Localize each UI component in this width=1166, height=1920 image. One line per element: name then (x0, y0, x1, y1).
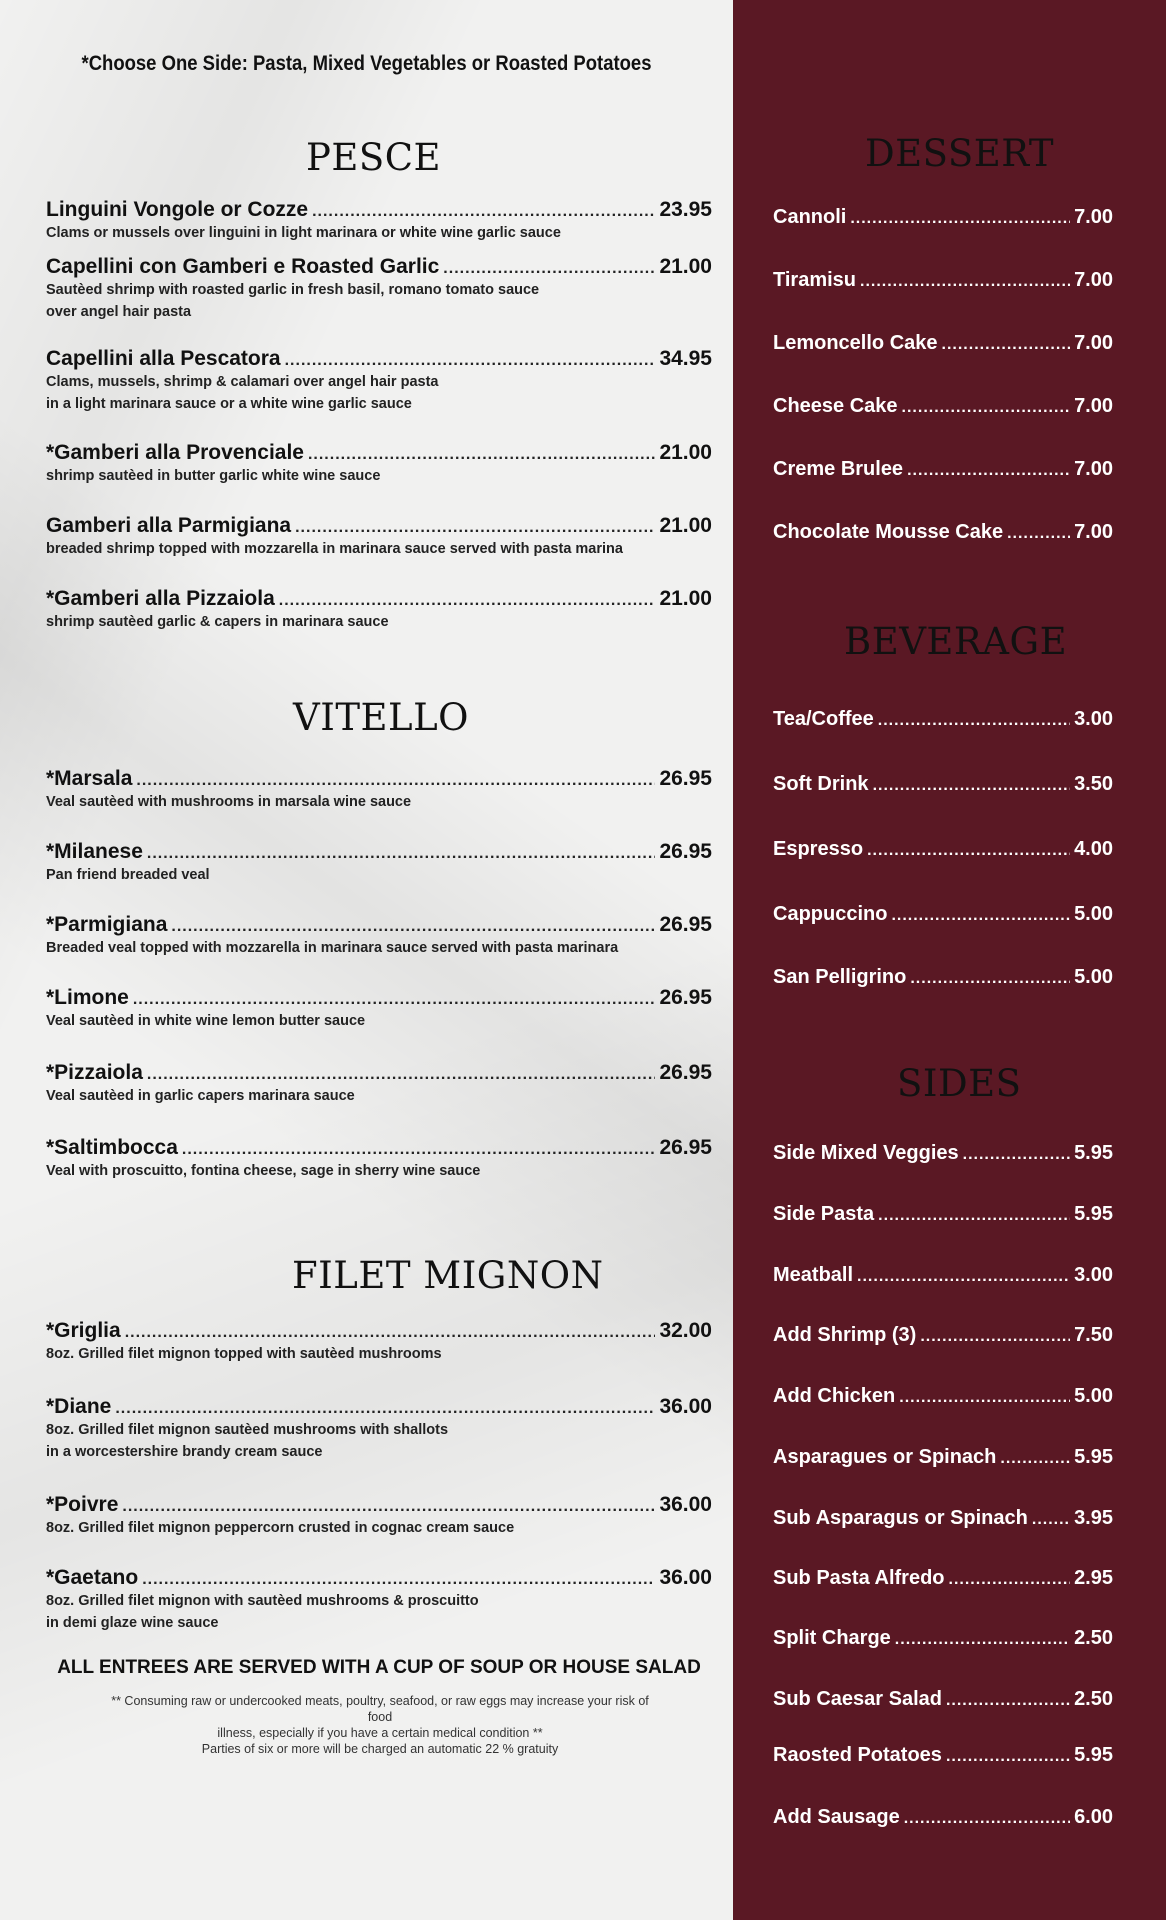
item-description: Veal with proscuitto, fontina cheese, sage in sherry wine sauce (46, 1163, 481, 1179)
menu-item (46, 441, 712, 487)
menu-item (46, 1493, 712, 1539)
item-name: Gamberi alla Parmigiana (46, 514, 292, 537)
item-name: Creme Brulee (773, 458, 904, 480)
item-name: Side Pasta (773, 1203, 875, 1225)
dot-leader (878, 1207, 1070, 1225)
item-price: 21.00 (659, 514, 712, 537)
menu-item (773, 1688, 1113, 1711)
item-price: 26.95 (659, 840, 712, 863)
dot-leader (115, 1400, 655, 1418)
menu-item (773, 903, 1113, 926)
dot-leader (279, 592, 656, 610)
menu-item (773, 269, 1113, 292)
dot-leader (1000, 1450, 1070, 1468)
item-price: 21.00 (659, 255, 712, 278)
dot-leader (285, 352, 656, 370)
item-name: Add Chicken (773, 1385, 896, 1407)
menu-item (46, 986, 712, 1032)
item-description: Veal sautèed in white wine lemon butter sauce (46, 1013, 366, 1029)
dot-leader (312, 203, 655, 221)
dot-leader (904, 1810, 1070, 1828)
menu-item (46, 587, 712, 633)
dot-leader (910, 970, 1070, 988)
item-price: 21.00 (659, 587, 712, 610)
dot-leader (142, 1571, 655, 1589)
dot-leader (867, 842, 1070, 860)
item-price: 7.00 (1074, 395, 1113, 417)
dot-leader (902, 399, 1071, 417)
menu-item (46, 1136, 712, 1182)
section-title-sides: SIDES (897, 1062, 1022, 1105)
disclaimer (110, 1693, 650, 1757)
item-price: 5.00 (1074, 1385, 1113, 1407)
item-price: 7.00 (1074, 458, 1113, 480)
item-price: 4.00 (1074, 838, 1113, 860)
item-description: in demi glaze wine sauce (46, 1615, 219, 1631)
menu-item (773, 521, 1113, 544)
menu-item (46, 514, 712, 560)
dot-leader (122, 1498, 655, 1516)
item-name: Chocolate Mousse Cake (773, 521, 1004, 543)
item-name: Sub Asparagus or Spinach (773, 1507, 1028, 1529)
menu-item (773, 1806, 1113, 1829)
dot-leader (125, 1324, 656, 1342)
disclaimer-line: ** Consuming raw or undercooked meats, poultry, seafood, or raw eggs may increase your risk of food (111, 1694, 649, 1724)
menu-item (773, 1627, 1113, 1650)
item-price: 2.50 (1074, 1627, 1113, 1649)
item-name: Add Sausage (773, 1806, 900, 1828)
item-name: *Pizzaiola (46, 1061, 143, 1084)
dot-leader (295, 519, 655, 537)
entree-note: ALL ENTREES ARE SERVED WITH A CUP OF SOUP OR HOUSE SALAD (57, 1657, 701, 1678)
menu-item (46, 198, 712, 244)
dot-leader (136, 772, 655, 790)
item-name: Cannoli (773, 206, 847, 228)
menu-item (773, 206, 1113, 229)
dot-leader (963, 1146, 1070, 1164)
item-description: Clams or mussels over linguini in light marinara or white wine garlic sauce (46, 225, 561, 241)
disclaimer-line: Parties of six or more will be charged an automatic 22 % gratuity (201, 1742, 559, 1756)
dot-leader (147, 845, 656, 863)
item-name: Tea/Coffee (773, 708, 874, 730)
item-description: in a light marinara sauce or a white wine garlic sauce (46, 396, 412, 412)
item-description: Pan friend breaded veal (46, 867, 210, 883)
item-price: 3.95 (1074, 1507, 1113, 1529)
dot-leader (308, 446, 655, 464)
dot-leader (1032, 1511, 1070, 1529)
item-name: San Pelligrino (773, 966, 907, 988)
section-title-filet-mignon: FILET MIGNON (292, 1254, 604, 1297)
dot-leader (949, 1571, 1071, 1589)
item-price: 32.00 (659, 1319, 712, 1342)
item-name: *Milanese (46, 840, 143, 863)
item-description: shrimp sautèed garlic & capers in marinara sauce (46, 614, 389, 630)
item-price: 2.50 (1074, 1688, 1113, 1710)
item-price: 36.00 (659, 1566, 712, 1589)
menu-item (773, 1203, 1113, 1226)
item-name: Cappuccino (773, 903, 888, 925)
item-name: Side Mixed Veggies (773, 1142, 959, 1164)
menu-item (773, 1385, 1113, 1408)
item-name: Sub Pasta Alfredo (773, 1567, 945, 1589)
item-name: Sub Caesar Salad (773, 1688, 942, 1710)
item-name: *Gamberi alla Provenciale (46, 441, 304, 464)
dot-leader (907, 462, 1070, 480)
item-price: 26.95 (659, 767, 712, 790)
menu-item (46, 347, 712, 415)
menu-item (773, 332, 1113, 355)
menu-item (46, 1566, 712, 1634)
dot-leader (171, 918, 655, 936)
menu-item (773, 1446, 1113, 1469)
menu-item (773, 1142, 1113, 1165)
dot-leader (182, 1141, 656, 1159)
item-price: 26.95 (659, 1061, 712, 1084)
item-price: 7.00 (1074, 332, 1113, 354)
item-name: Split Charge (773, 1627, 891, 1649)
dot-leader (860, 273, 1070, 291)
section-title-beverage: BEVERAGE (844, 620, 1068, 663)
item-price: 6.00 (1074, 1806, 1113, 1828)
item-description: in a worcestershire brandy cream sauce (46, 1444, 323, 1460)
dot-leader (942, 336, 1071, 354)
dot-leader (147, 1066, 656, 1084)
menu-item (773, 1567, 1113, 1590)
menu-item (773, 838, 1113, 861)
dot-leader (857, 1268, 1070, 1286)
item-name: Linguini Vongole or Cozze (46, 198, 309, 221)
item-price: 36.00 (659, 1395, 712, 1418)
dot-leader (133, 991, 656, 1009)
item-price: 23.95 (659, 198, 712, 221)
item-name: *Saltimbocca (46, 1136, 178, 1159)
item-name: *Gamberi alla Pizzaiola (46, 587, 275, 610)
menu-item (46, 1319, 712, 1365)
dot-leader (891, 907, 1070, 925)
dot-leader (850, 210, 1070, 228)
item-price: 3.00 (1074, 1264, 1113, 1286)
dot-leader (946, 1692, 1070, 1710)
menu-item (46, 1395, 712, 1463)
dot-leader (899, 1389, 1070, 1407)
item-name: *Poivre (46, 1493, 119, 1516)
item-name: Capellini con Gamberi e Roasted Garlic (46, 255, 440, 278)
menu-item (773, 966, 1113, 989)
item-price: 26.95 (659, 986, 712, 1009)
section-title-dessert: DESSERT (865, 132, 1055, 175)
dot-leader (895, 1631, 1070, 1649)
dot-leader (920, 1328, 1070, 1346)
item-name: *Marsala (46, 767, 133, 790)
section-title-vitello: VITELLO (293, 696, 469, 739)
item-name: Asparagues or Spinach (773, 1446, 997, 1468)
item-description: breaded shrimp topped with mozzarella in marinara sauce served with pasta marina (46, 541, 623, 557)
dot-leader (873, 777, 1071, 795)
menu-item (773, 1324, 1113, 1347)
item-name: *Limone (46, 986, 129, 1009)
item-description: 8oz. Grilled filet mignon with sautèed mushrooms & proscuitto (46, 1593, 479, 1609)
item-description: Veal sautèed in garlic capers marinara sauce (46, 1088, 355, 1104)
dot-leader (443, 260, 655, 278)
item-price: 5.00 (1074, 966, 1113, 988)
item-name: Meatball (773, 1264, 854, 1286)
item-description: 8oz. Grilled filet mignon topped with sautèed mushrooms (46, 1346, 442, 1362)
menu-item (46, 767, 712, 813)
item-description: Clams, mussels, shrimp & calamari over angel hair pasta (46, 374, 439, 390)
item-price: 5.95 (1074, 1142, 1113, 1164)
item-price: 5.00 (1074, 903, 1113, 925)
item-price: 26.95 (659, 913, 712, 936)
item-description: 8oz. Grilled filet mignon sautèed mushrooms with shallots (46, 1422, 449, 1438)
item-price: 5.95 (1074, 1203, 1113, 1225)
item-name: *Griglia (46, 1319, 121, 1342)
menu-item (773, 395, 1113, 418)
item-name: Soft Drink (773, 773, 869, 795)
menu-item (773, 1264, 1113, 1287)
item-price: 5.95 (1074, 1744, 1113, 1766)
item-description: Veal sautèed with mushrooms in marsala wine sauce (46, 794, 412, 810)
disclaimer-line: illness, especially if you have a certain medical condition ** (217, 1726, 543, 1740)
side-note: *Choose One Side: Pasta, Mixed Vegetables or Roasted Potatoes (81, 52, 652, 75)
item-price: 2.95 (1074, 1567, 1113, 1589)
item-name: *Parmigiana (46, 913, 168, 936)
item-price: 34.95 (659, 347, 712, 370)
section-title-pesce: PESCE (306, 136, 442, 179)
menu-item (46, 913, 712, 959)
dot-leader (946, 1748, 1070, 1766)
item-price: 7.50 (1074, 1324, 1113, 1346)
item-name: *Gaetano (46, 1566, 139, 1589)
item-price: 36.00 (659, 1493, 712, 1516)
menu-item (773, 708, 1113, 731)
item-description: Sautèed shrimp with roasted garlic in fresh basil, romano tomato sauce (46, 282, 540, 298)
item-price: 3.00 (1074, 708, 1113, 730)
menu-item (46, 1061, 712, 1107)
item-name: Capellini alla Pescatora (46, 347, 281, 370)
item-name: Add Shrimp (3) (773, 1324, 917, 1346)
item-description: shrimp sautèed in butter garlic white wine sauce (46, 468, 381, 484)
dot-leader (1007, 525, 1070, 543)
item-name: Raosted Potatoes (773, 1744, 942, 1766)
menu-item (46, 255, 712, 323)
item-name: Cheese Cake (773, 395, 898, 417)
menu-item (773, 1744, 1113, 1767)
item-description: 8oz. Grilled filet mignon peppercorn crusted in cognac cream sauce (46, 1520, 515, 1536)
item-price: 5.95 (1074, 1446, 1113, 1468)
menu-item (46, 840, 712, 886)
item-price: 26.95 (659, 1136, 712, 1159)
menu-item (773, 1507, 1113, 1530)
item-description: Breaded veal topped with mozzarella in marinara sauce served with pasta marinara (46, 940, 619, 956)
item-name: Tiramisu (773, 269, 856, 291)
item-description: over angel hair pasta (46, 304, 192, 320)
item-price: 7.00 (1074, 269, 1113, 291)
item-price: 3.50 (1074, 773, 1113, 795)
item-price: 21.00 (659, 441, 712, 464)
menu-item (773, 773, 1113, 796)
item-name: Lemoncello Cake (773, 332, 938, 354)
item-name: Espresso (773, 838, 864, 860)
item-name: *Diane (46, 1395, 112, 1418)
item-price: 7.00 (1074, 521, 1113, 543)
menu-item (773, 458, 1113, 481)
dot-leader (878, 712, 1070, 730)
item-price: 7.00 (1074, 206, 1113, 228)
